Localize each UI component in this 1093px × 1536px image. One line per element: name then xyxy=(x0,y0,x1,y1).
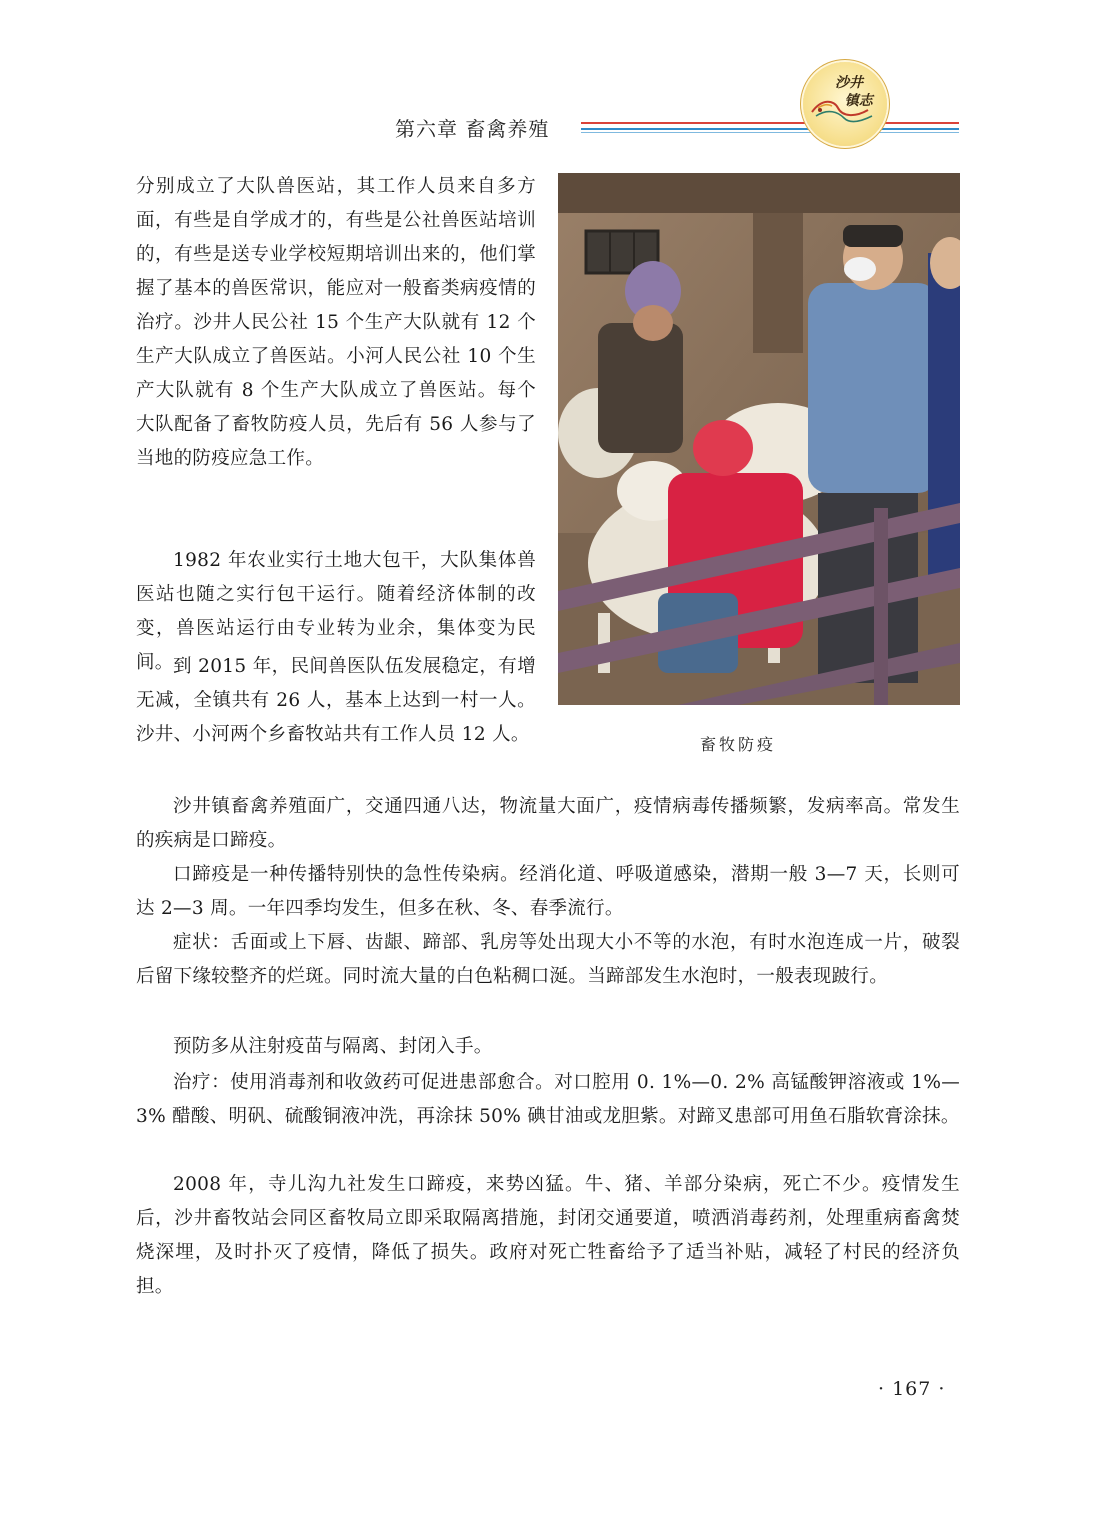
body-paragraph: 预防多从注射疫苗与隔离、封闭入手。 xyxy=(173,1036,493,1057)
livestock-epidemic-prevention-photo xyxy=(558,173,960,705)
photo-illustration xyxy=(558,173,960,705)
body-paragraph: 分别成立了大队兽医站，其工作人员来自多方面，有些是自学成才的，有些是公社兽医站培训的，有些是送专业学校短期培训出来的，他们掌握了基本的兽医常识，能应对一般畜类病疫情的治疗。沙井人民公社 15 个生产大队就有 12 个生产大队成立了兽医站。小河人民公社 10 个生产大队就有 8 个生产大队成立了兽医站。每个大队配备了畜牧防疫人员，先后有 56 人参与了当地的防疫应急工作。 xyxy=(136,176,536,469)
body-paragraph: 2008 年，寺儿沟九社发生口蹄疫，来势凶猛。牛、猪、羊部分染病，死亡不少。疫情发生后，沙井畜牧站会同区畜牧局立即采取隔离措施，封闭交通要道，喷洒消毒药剂，处理重病畜禽焚烧深埋，及时扑灭了疫情，降低了损失。政府对死亡牲畜给予了适当补贴，减轻了村民的经济负担。 xyxy=(136,1174,960,1297)
body-paragraph: 沙井镇畜禽养殖面广，交通四通八达，物流量大面广，疫情病毒传播频繁，发病率高。常发生的疾病是口蹄疫。 xyxy=(136,796,960,851)
body-paragraph: 症状：舌面或上下唇、齿龈、蹄部、乳房等处出现大小不等的水泡，有时水泡连成一片，破裂后留下缘较整齐的烂斑。同时流大量的白色粘稠口涎。当蹄部发生水泡时，一般表现跛行。 xyxy=(136,932,960,987)
body-paragraph: 治疗：使用消毒剂和收敛药可促进患部愈合。对口腔用 0. 1%—0. 2% 高锰酸钾溶液或 1%—3% 醋酸、明矾、硫酸铜液冲洗，再涂抹 50% 碘甘油或龙胆紫。对蹄叉患部可用鱼石脂软膏涂抹。 xyxy=(136,1072,960,1127)
body-paragraph: 1982 年农业实行土地大包干，大队集体兽医站也随之实行包干运行。随着经济体制的改变，兽医站运行由专业转为业余，集体变为民间。 xyxy=(136,550,536,673)
page-number: · 167 · xyxy=(878,1378,946,1400)
figure-caption: 畜牧防疫 xyxy=(700,735,777,754)
header-rule-blue xyxy=(581,128,959,130)
chapter-title: 第六章 畜禽养殖 xyxy=(395,117,550,141)
logo-text: 沙井 镇志 xyxy=(835,75,873,109)
header-rule-red xyxy=(581,122,959,124)
body-paragraph: 到 2015 年，民间兽医队伍发展稳定，有增无减，全镇共有 26 人，基本上达到一村一人。沙井、小河两个乡畜牧站共有工作人员 12 人。 xyxy=(136,656,536,745)
header-rule-blue-thin xyxy=(581,132,959,133)
body-paragraph: 口蹄疫是一种传播特别快的急性传染病。经消化道、呼吸道感染，潜期一般 3—7 天，长则可达 2—3 周。一年四季均发生，但多在秋、冬、春季流行。 xyxy=(136,864,960,919)
